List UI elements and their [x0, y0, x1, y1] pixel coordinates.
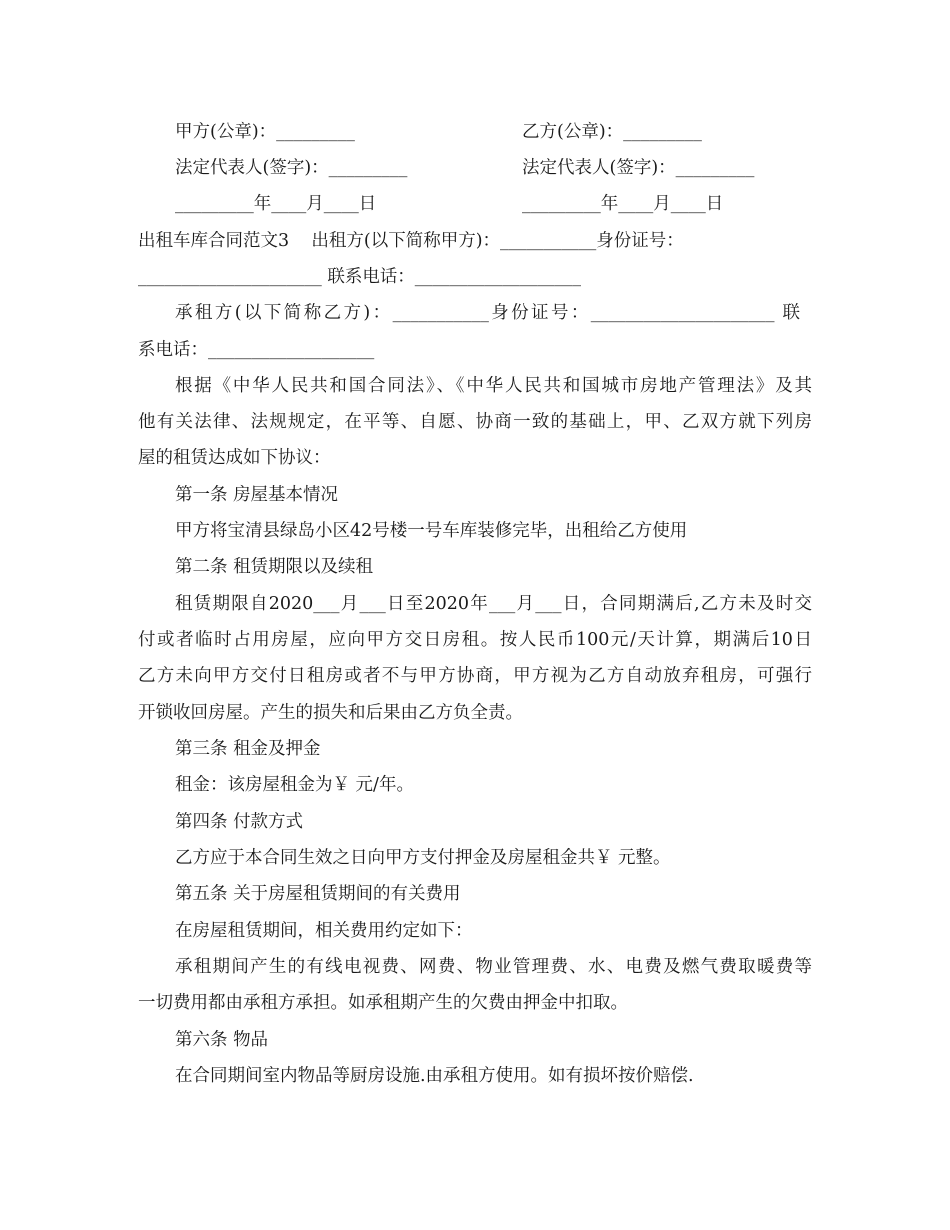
- article-6-heading: 第六条 物品: [175, 1030, 269, 1050]
- lessee-info-line: 承租方(以下简称乙方)：___________身份证号：_____________________ 联: [175, 303, 800, 323]
- contract-title-line: 出租车库合同范文3 出租方(以下简称甲方)：___________身份证号：: [138, 231, 684, 251]
- article-2-text-3: 乙方未向甲方交付日租房或者不与甲方协商，甲方视为乙方自动放弃租房，可强行: [138, 666, 812, 686]
- party-a-seal-line: 甲方(公章)：_________: [175, 122, 355, 142]
- party-b-date-line: _________年____月____日: [522, 194, 724, 214]
- article-5-text-2: 承租期间产生的有线电视费、网费、物业管理费、水、电费及燃气费取暖费等: [175, 957, 812, 977]
- party-b-seal-line: 乙方(公章)：_________: [522, 122, 702, 142]
- article-5-text-3: 一切费用都由承租方承担。如承租期产生的欠费由押金中扣取。: [138, 993, 628, 1013]
- article-4-text: 乙方应于本合同生效之日向甲方支付押金及房屋租金共￥ 元整。: [175, 848, 671, 868]
- preamble-line-2: 他有关法律、法规规定，在平等、自愿、协商一致的基础上，甲、乙双方就下列房: [138, 412, 812, 432]
- article-2-text-4: 开锁收回房屋。产生的损失和后果由乙方负全责。: [138, 703, 523, 723]
- article-2-heading: 第二条 租赁期限以及续租: [175, 557, 374, 577]
- article-3-text: 租金：该房屋租金为￥ 元/年。: [175, 775, 414, 795]
- article-2-text-2: 付或者临时占用房屋，应向甲方交日房租。按人民币100元/天计算，期满后10日: [138, 630, 812, 650]
- party-a-representative-line: 法定代表人(签字)：_________: [175, 158, 408, 178]
- preamble-line-3: 屋的租赁达成如下协议：: [138, 448, 331, 468]
- article-1-heading: 第一条 房屋基本情况: [175, 485, 339, 505]
- article-3-heading: 第三条 租金及押金: [175, 739, 321, 759]
- article-5-heading: 第五条 关于房屋租赁期间的有关费用: [175, 884, 461, 904]
- article-1-text: 甲方将宝清县绿岛小区42号楼一号车库装修完毕，出租给乙方使用: [175, 521, 688, 541]
- lessor-phone-line: _____________________ 联系电话：___________________: [138, 267, 582, 287]
- article-5-text-1: 在房屋租赁期间，相关费用约定如下：: [175, 921, 473, 941]
- article-2-text-1: 租赁期限自2020___月___日至2020年___月___日，合同期满后,乙方未及时交: [175, 594, 812, 614]
- party-b-representative-line: 法定代表人(签字)：_________: [522, 158, 755, 178]
- preamble-line-1: 根据《中华人民共和国合同法》、《中华人民共和国城市房地产管理法》及其: [175, 376, 812, 396]
- article-6-text: 在合同期间室内物品等厨房设施.由承租方使用。如有损坏按价赔偿.: [175, 1066, 694, 1086]
- party-a-date-line: _________年____月____日: [175, 194, 377, 214]
- article-4-heading: 第四条 付款方式: [175, 812, 304, 832]
- lessee-phone-line: 系电话：___________________: [138, 340, 375, 360]
